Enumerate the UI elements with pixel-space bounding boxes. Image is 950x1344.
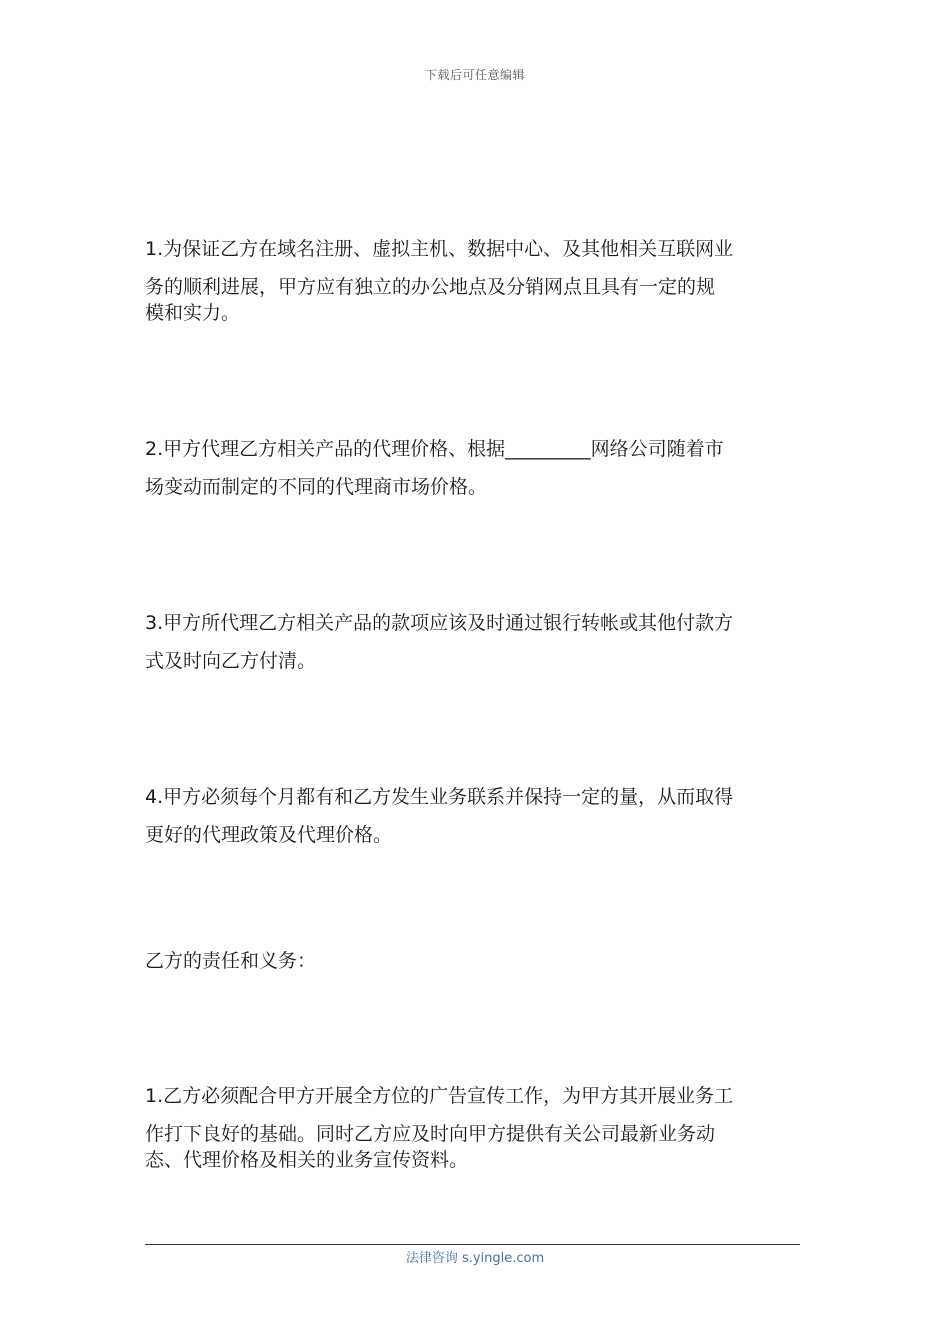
clause-line: 3.甲方所代理乙方相关产品的款项应该及时通过银行转帐或其他付款方 xyxy=(145,612,734,634)
clause-line: 式及时向乙方付清。 xyxy=(145,650,317,672)
clause-line: 态、代理价格及相关的业务宣传资料。 xyxy=(145,1149,469,1171)
footer-link[interactable]: 法律咨询 s.yingle.com xyxy=(405,1251,545,1266)
clause-paragraph xyxy=(145,234,807,326)
clause-line: 场变动而制定的不同的代理商市场价格。 xyxy=(145,476,488,498)
clause-line: 1.为保证乙方在域名注册、虚拟主机、数据中心、及其他相关互联网业 xyxy=(145,238,734,260)
clause-paragraph xyxy=(145,434,807,500)
clause-paragraph xyxy=(145,782,807,848)
section-heading xyxy=(145,946,807,976)
clause-line: 2.甲方代理乙方相关产品的代理价格、根据_________网络公司随着市 xyxy=(145,438,724,460)
clause-line: 务的顺利进展，甲方应有独立的办公地点及分销网点且具有一定的规 xyxy=(145,276,716,298)
clause-line: 更好的代理政策及代理价格。 xyxy=(145,824,393,846)
clause-line: 模和实力。 xyxy=(145,302,241,324)
clause-line: 4.甲方必须每个月都有和乙方发生业务联系并保持一定的量，从而取得 xyxy=(145,786,734,808)
section-heading-text: 乙方的责任和义务： xyxy=(145,950,317,972)
clause-paragraph xyxy=(145,608,807,674)
clause-line: 1.乙方必须配合甲方开展全方位的广告宣传工作，为甲方其开展业务工 xyxy=(145,1085,734,1107)
clause-line: 作打下良好的基础。同时乙方应及时向甲方提供有关公司最新业务动 xyxy=(145,1123,716,1145)
footer-divider xyxy=(145,1244,800,1245)
clause-paragraph xyxy=(145,1081,807,1173)
header-note: 下载后可任意编辑 xyxy=(424,68,525,82)
